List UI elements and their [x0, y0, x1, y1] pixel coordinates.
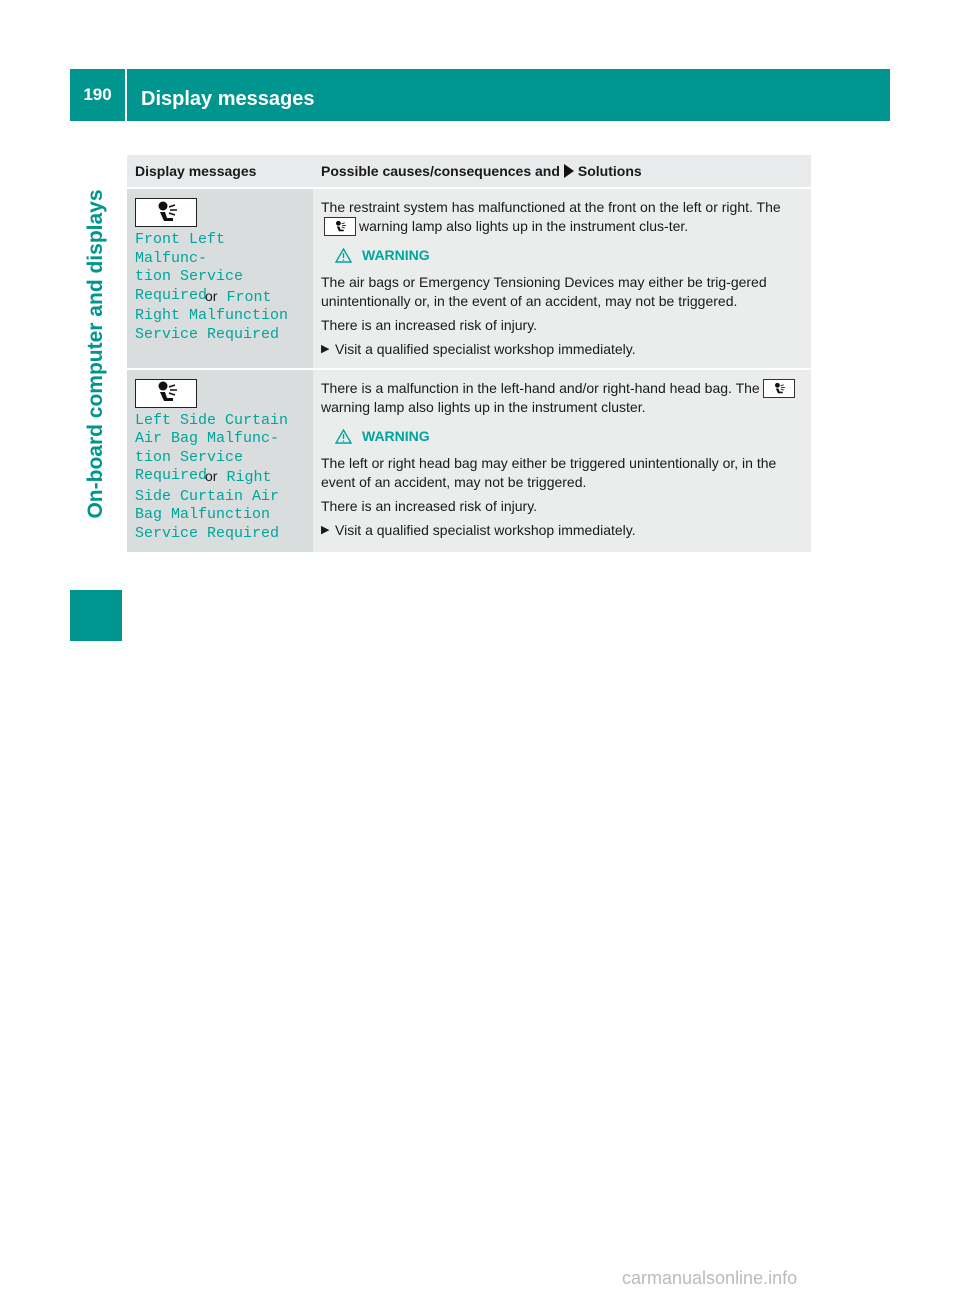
page-number: 190 — [70, 69, 127, 121]
table-header — [127, 155, 811, 187]
footer-watermark: carmanualsonline.info — [622, 1268, 798, 1288]
side-marker-block — [70, 590, 122, 641]
airbag-warning-icon — [763, 379, 795, 398]
warning-heading — [335, 246, 803, 265]
cause-text: The restraint system has malfunctioned at the front on the left or right. The warning lamp also lights up in the instrument clus-ter. — [321, 198, 803, 236]
step-arrow-icon: ▶ — [321, 523, 330, 536]
or-label: or — [205, 287, 218, 304]
warning-text: The left or right head bag may either be triggered unintentionally or, in the event of an accident, may not be triggered. — [321, 455, 777, 491]
warning-label: WARNING — [362, 247, 430, 264]
arrow-right-icon — [564, 164, 574, 178]
side-tab-label: On-board computer and displays — [84, 189, 107, 519]
warning-heading — [335, 427, 803, 446]
message-text-b-first: Right — [226, 469, 272, 487]
step-arrow-icon: ▶ — [321, 342, 330, 355]
page-header — [70, 69, 890, 121]
risk-text: There is an increased risk of injury. — [321, 497, 538, 514]
message-text-a: Front Left Malfunc‐ tion Service Required — [135, 231, 244, 304]
solution-cell — [313, 370, 811, 553]
message-text-b: Side Curtain Air Bag Malfunction Service Required — [135, 487, 280, 542]
message-text-a: Left Side Curtain Air Bag Malfunc‐ tion Service Required — [135, 411, 289, 485]
solution-step — [321, 340, 803, 359]
step-text: Visit a qualified specialist workshop immediately. — [335, 340, 636, 357]
column-header-display-messages: Display messages — [135, 163, 257, 179]
warning-triangle-icon — [335, 429, 352, 444]
message-text-b-first: Front — [226, 288, 272, 306]
warning-triangle-icon — [335, 248, 352, 263]
solution-step — [321, 521, 803, 540]
message-text-b: Right Malfunction Service Required — [135, 307, 289, 343]
airbag-warning-icon — [135, 379, 197, 408]
or-label: or — [205, 468, 218, 485]
table-row — [127, 368, 811, 553]
column-header-solutions-label: Solutions — [577, 162, 642, 179]
solution-cell — [313, 189, 811, 368]
table-row — [127, 187, 811, 368]
message-cell — [127, 189, 313, 368]
airbag-warning-icon — [324, 217, 356, 236]
step-text: Visit a qualified specialist workshop immediately. — [335, 521, 636, 538]
warning-label: WARNING — [362, 428, 430, 445]
cause-text: There is a malfunction in the left-hand and/or right-hand head bag. The warning lamp also lights up in the instrument cluster. — [321, 379, 803, 417]
side-tab — [70, 127, 122, 581]
message-cell — [127, 370, 313, 553]
column-header-causes — [313, 155, 811, 187]
page-title: Display messages — [141, 87, 315, 110]
messages-table — [127, 155, 811, 552]
risk-text: There is an increased risk of injury. — [321, 317, 538, 334]
column-header-causes-label: Possible causes/consequences and — [321, 162, 560, 179]
airbag-warning-icon — [135, 198, 197, 227]
warning-text: The air bags or Emergency Tensioning Devices may either be trig-gered unintentionally or, in the event of an accident, may not be triggered. — [321, 274, 767, 310]
